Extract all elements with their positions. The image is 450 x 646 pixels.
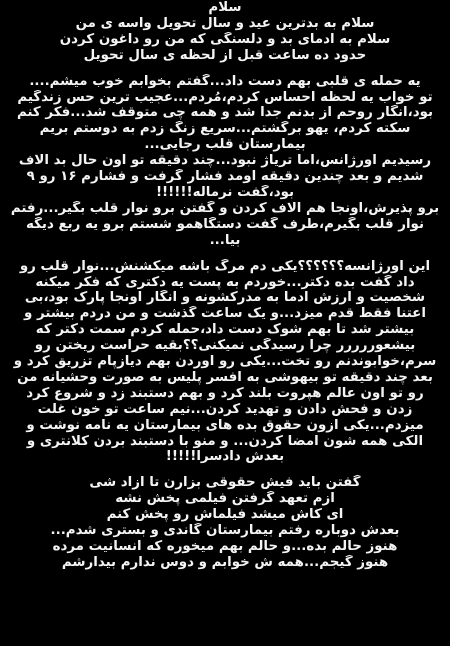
paragraph-gap (10, 249, 440, 259)
story-line: بیا... (209, 232, 241, 248)
story-line: میزدم...یکی ازون حقوق بده های بیمارستان یه نامه نوشت و (26, 417, 424, 433)
paragraph-gap (10, 465, 440, 475)
story-line: شدیم و بعد چندین دقیقه اومد فشار گرفت و فشارم ۱۶ رو ۹ (26, 169, 424, 185)
story-line: سلام (208, 0, 242, 15)
story-line: بود،گفت نرماله!!!!!! (155, 184, 295, 200)
story-line: داد گفت بده دکتر...خوردم به پست یه دکتری که فکر میکنه (35, 274, 415, 290)
story-line: اعتنا فقط قدم میزد...و یک ساعت گذشت و من دردم بیشتر و (24, 306, 426, 322)
story-line: هنوز گیجم...همه ش خوابم و دوس ندارم بیدارشم (61, 554, 389, 570)
story-line: سکته کردم، یهو برگشتم...سریع زنگ زدم به دوستم بریم (39, 121, 411, 137)
story-line: بعد چند دقیقه تو بیهوشی به افسر پلیس به صورت وحشیانه من (17, 369, 433, 385)
story-line: بود،انگار روحم از بدنم جدا شد و همه چی متوقف شد...فکر کنم (16, 105, 434, 121)
story-line: هنوز حالم بده...و حالم بهم میخوره که انسانیت مرده (52, 539, 398, 554)
story-line: بعدش دادسرا!!!!! (165, 449, 285, 465)
story-line: شخصیت و ارزش آدما به مدرکشونه و انگار اونجا پارک بود،بی (24, 290, 426, 306)
story-line: رو تو اون عالم هپروت بلند کرد و بهم دستبند زد و شروع کرد (26, 385, 424, 401)
story-line: سلام به آدمای بد و دلسنگی که من رو داغون کردن (59, 31, 391, 47)
story-line: گفتن باید فیش حقوقی بزارن تا آزاد شی (89, 475, 361, 491)
story-line: زدن و فحش دادن و تهدید کردن...نیم ساعت تو خون غلت (37, 401, 413, 417)
story-line: برو پذیرش،اونجا هم الاف کردن و گفتن برو نوار قلب بگیر...رفتم (10, 200, 440, 216)
story-line: بعدش دوباره رفتم بیمارستان گاندی و بستری شدم... (50, 523, 400, 539)
story-line: این اورژانسه؟؟؟؟؟؟یکی دم مرگ باشه میکشنش...نوار قلب رو (19, 258, 431, 274)
story-line: ای کاش میشد فیلماش رو پخش کنم (106, 507, 344, 523)
story-line: حدود ده ساعت قبل از لحظه ی سال تحویل (83, 47, 367, 63)
story-line: نوار قلب بگیرم،طرف گفت دستگاهمو شستم برو یه ربع دیگه (26, 216, 424, 232)
story-line: تو خواب یه لحظه احساس کردم،مُردم...عجیب ترین حس زندگیم (17, 89, 433, 105)
story-line: سلام به بدترین عید و سال تحویل واسه ی من (75, 15, 375, 31)
story-line: سرم،خوابوندنم رو تخت...یکی رو آوردن بهم دیازپام تزریق کرد و (13, 354, 437, 370)
story-line: یه حمله ی قلبی بهم دست داد...گفتم بخوابم خوب میشم.... (29, 73, 421, 89)
story-line: رسیدیم اورژانس،اما تریاژ نبود...چند دقیقه تو اون حال بد الاف (18, 153, 432, 169)
story-line: بیشتر شد تا بهم شوک دست داد،حمله کردم سمت دکتر که (35, 322, 415, 338)
story-line: ازم تعهد گرفتن فیلمی پخش نشه (115, 491, 335, 507)
paragraph-gap (10, 64, 440, 74)
story-line: بیمارستان قلب رجایی... (144, 137, 306, 153)
story-line: الکی همه شون امضا کردن... و منو با دستبند بردن کلانتری و (26, 433, 424, 449)
story-line: بیشعوررررر چرا رسیدگی نمیکنی؟؟بقیه حراست ریختن رو (34, 338, 416, 354)
